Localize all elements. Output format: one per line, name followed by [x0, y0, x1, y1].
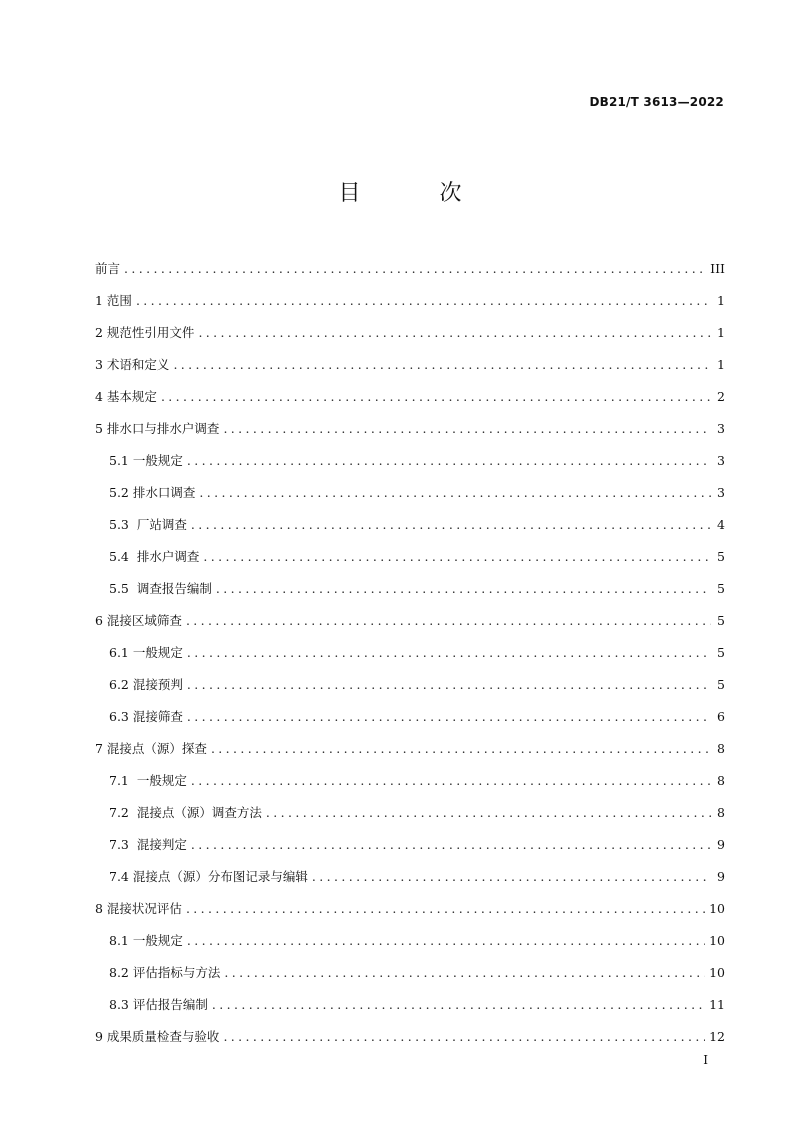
toc-entry-page: 8: [717, 773, 725, 788]
toc-entry-page: 3: [717, 421, 725, 436]
toc-entry[interactable]: [95, 802, 725, 834]
toc-entry-page: 5: [717, 645, 725, 660]
toc-dot-leader: [187, 706, 711, 728]
toc-dot-leader: [312, 866, 711, 888]
toc-entry-label: 6.2 混接预判: [109, 677, 183, 692]
toc-entry[interactable]: [95, 738, 725, 770]
toc-entry-page: 1: [717, 325, 725, 340]
toc-entry-label: 8.1 一般规定: [109, 933, 183, 948]
toc-dot-leader: [173, 354, 711, 376]
toc-entry-label: 6 混接区域筛查: [95, 613, 182, 628]
toc-entry-label: 8.3 评估报告编制: [109, 997, 208, 1012]
toc-entry[interactable]: [95, 354, 725, 386]
toc-entry-page: 5: [717, 581, 725, 596]
toc-entry-label: 8.2 评估指标与方法: [109, 965, 221, 980]
toc-entry-page: 10: [709, 933, 725, 948]
page-number: I: [703, 1053, 708, 1067]
toc-entry-page: 3: [717, 485, 725, 500]
toc-dot-leader: [266, 802, 711, 824]
table-of-contents: [95, 258, 725, 1058]
toc-entry-label: 7.3 混接判定: [109, 837, 187, 852]
toc-entry[interactable]: [95, 834, 725, 866]
toc-entry-page: 2: [717, 389, 725, 404]
toc-entry-label: 8 混接状况评估: [95, 901, 182, 916]
toc-entry-label: 5.2 排水口调查: [109, 485, 196, 500]
toc-entry[interactable]: [95, 962, 725, 994]
toc-entry-page: 9: [717, 869, 725, 884]
toc-entry-label: 5.4 排水户调查: [109, 549, 200, 564]
toc-entry-label: 9 成果质量检查与验收: [95, 1029, 220, 1044]
toc-entry[interactable]: [95, 386, 725, 418]
toc-dot-leader: [186, 610, 711, 632]
toc-entry-label: 1 范围: [95, 293, 132, 308]
toc-entry[interactable]: [95, 674, 725, 706]
toc-entry-label: 3 术语和定义: [95, 357, 170, 372]
toc-entry[interactable]: [95, 642, 725, 674]
toc-dot-leader: [199, 482, 711, 504]
toc-dot-leader: [223, 418, 711, 440]
toc-entry[interactable]: [95, 290, 725, 322]
toc-dot-leader: [223, 1026, 705, 1048]
toc-entry-page: 5: [717, 677, 725, 692]
toc-entry-label: 7.1 一般规定: [109, 773, 187, 788]
toc-entry-label: 7.4 混接点（源）分布图记录与编辑: [109, 869, 308, 884]
toc-entry-page: 5: [717, 613, 725, 628]
toc-entry-page: 3: [717, 453, 725, 468]
toc-entry-page: 4: [717, 517, 725, 532]
toc-entry-page: 9: [717, 837, 725, 852]
toc-dot-leader: [203, 546, 711, 568]
toc-entry-label: 6.1 一般规定: [109, 645, 183, 660]
toc-dot-leader: [187, 930, 705, 952]
toc-entry[interactable]: [95, 322, 725, 354]
toc-dot-leader: [186, 898, 705, 920]
toc-entry-page: 1: [717, 357, 725, 372]
toc-entry[interactable]: [95, 514, 725, 546]
toc-entry[interactable]: [95, 610, 725, 642]
toc-entry-page: 5: [717, 549, 725, 564]
toc-entry[interactable]: [95, 866, 725, 898]
toc-entry-page: III: [710, 261, 725, 276]
page-title: 目 次: [338, 181, 498, 206]
toc-entry-page: 6: [717, 709, 725, 724]
toc-entry-label: 5.5 调查报告编制: [109, 581, 212, 596]
toc-entry[interactable]: [95, 258, 725, 290]
toc-entry-label: 前言: [95, 261, 121, 276]
toc-entry[interactable]: [95, 706, 725, 738]
toc-dot-leader: [211, 738, 711, 760]
toc-entry-label: 5.1 一般规定: [109, 453, 183, 468]
toc-entry-label: 4 基本规定: [95, 389, 157, 404]
toc-dot-leader: [136, 290, 711, 312]
toc-entry-label: 6.3 混接筛查: [109, 709, 183, 724]
toc-dot-leader: [187, 642, 711, 664]
toc-entry-page: 1: [717, 293, 725, 308]
document-code: DB21/T 3613—2022: [589, 95, 724, 109]
toc-entry[interactable]: [95, 482, 725, 514]
toc-entry[interactable]: [95, 450, 725, 482]
toc-entry[interactable]: [95, 898, 725, 930]
toc-entry[interactable]: [95, 994, 725, 1026]
toc-entry-label: 7.2 混接点（源）调查方法: [109, 805, 262, 820]
toc-entry-page: 10: [709, 965, 725, 980]
toc-entry-label: 5 排水口与排水户调查: [95, 421, 220, 436]
toc-entry-page: 8: [717, 805, 725, 820]
toc-entry-page: 12: [709, 1029, 725, 1044]
toc-dot-leader: [224, 962, 705, 984]
toc-entry[interactable]: [95, 578, 725, 610]
toc-entry-label: 5.3 厂站调查: [109, 517, 187, 532]
toc-dot-leader: [212, 994, 705, 1016]
toc-dot-leader: [216, 578, 711, 600]
toc-entry[interactable]: [95, 418, 725, 450]
toc-dot-leader: [191, 514, 711, 536]
toc-dot-leader: [191, 770, 711, 792]
toc-entry-page: 11: [709, 997, 725, 1012]
toc-dot-leader: [124, 258, 706, 280]
toc-entry[interactable]: [95, 546, 725, 578]
toc-dot-leader: [187, 674, 711, 696]
toc-dot-leader: [191, 834, 711, 856]
toc-dot-leader: [187, 450, 711, 472]
toc-entry[interactable]: [95, 930, 725, 962]
toc-entry-page: 10: [709, 901, 725, 916]
toc-entry[interactable]: [95, 770, 725, 802]
toc-entry-page: 8: [717, 741, 725, 756]
toc-dot-leader: [161, 386, 711, 408]
toc-dot-leader: [198, 322, 711, 344]
toc-entry-label: 7 混接点（源）探查: [95, 741, 207, 756]
toc-entry-label: 2 规范性引用文件: [95, 325, 195, 340]
toc-entry[interactable]: [95, 1026, 725, 1058]
